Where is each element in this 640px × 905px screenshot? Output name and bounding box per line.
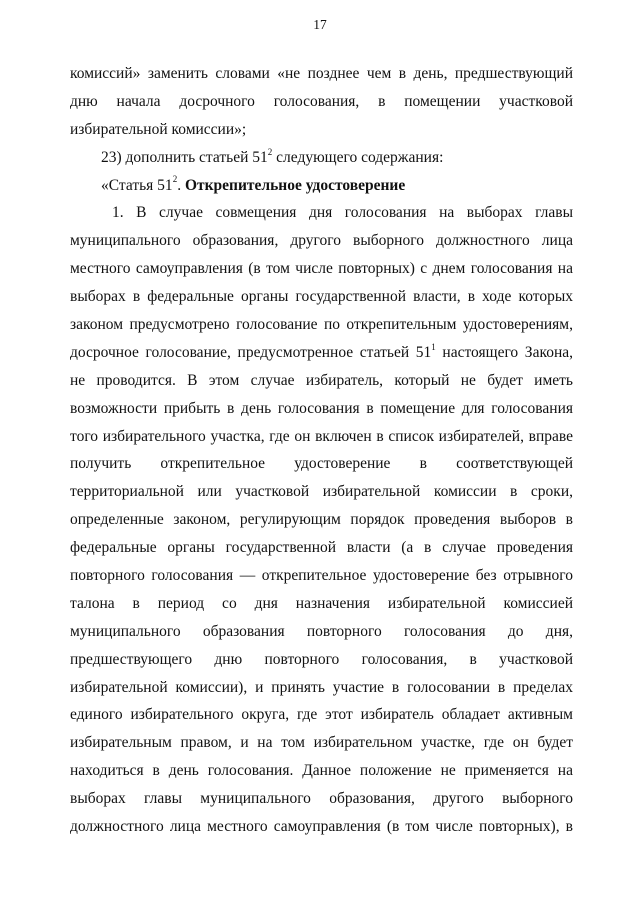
line-06-suffix: настоящего Закона, <box>435 343 573 361</box>
line-06-superscript: 1 <box>431 341 436 352</box>
article-heading <box>70 172 573 200</box>
line-06-prefix: досрочное голосование, предусмотренное статьей 51 <box>70 343 432 361</box>
text-line: дню начала досрочного голосования, в помещении участковой <box>70 92 573 110</box>
text-line: местного самоуправления (в том числе повторных) с днем голосования на <box>70 260 573 278</box>
text-line: законом предусмотрено голосование по открепительным удостоверениям, <box>70 316 573 334</box>
article-heading-title: Открепительное удостоверение <box>184 176 406 194</box>
text-line: комиссий» заменить словами «не позднее чем в день, предшествующий <box>70 65 573 82</box>
text-line: талона в период со дня назначения избирательной комиссией <box>70 594 573 612</box>
item-23-superscript: 2 <box>267 146 273 157</box>
item-23-prefix: 23) дополнить статьей 51 <box>101 148 268 166</box>
text-line: 1. В случае совмещения дня голосования на выборах главы <box>112 204 573 222</box>
text-line: повторного голосования — открепительное удостоверение без отрывного <box>70 567 573 585</box>
text-line: муниципального образования, другого выборного должностного лица <box>70 232 573 250</box>
document-body <box>70 60 573 841</box>
text-line: выборах главы муниципального образования, другого выборного <box>70 790 573 808</box>
text-line: выборах в федеральные органы государственной власти, в ходе которых <box>70 288 573 306</box>
text-line: возможности прибыть в день голосования в помещение для голосования <box>70 399 573 417</box>
text-line: муниципального образования повторного голосования до дня, <box>70 622 573 640</box>
article-heading-prefix: «Статья 51 <box>101 176 173 194</box>
text-line: предшествующего дню повторного голосования, в участковой <box>70 650 573 668</box>
text-line: избирательным правом, и на том избирательном участке, где он будет <box>70 734 573 752</box>
text-line: получить открепительное удостоверение в соответствующей <box>70 455 573 473</box>
text-line: определенные законом, регулирующим порядок проведения выборов в <box>70 511 573 529</box>
text-line: находиться в день голосования. Данное положение не применяется на <box>70 762 573 780</box>
text-line: не проводится. В этом случае избиратель, который не будет иметь <box>70 371 573 389</box>
text-line: должностного лица местного самоуправления (в том числе повторных), в <box>70 818 573 836</box>
text-line: федеральные органы государственной власти (а в случае проведения <box>70 539 573 557</box>
text-line-with-superscript <box>70 339 573 367</box>
article-heading-superscript: 2 <box>172 174 178 185</box>
article-heading-separator: . <box>177 176 185 194</box>
text-line: территориальной или участковой избирательной комиссии в сроки, <box>70 483 573 501</box>
text-line: избирательной комиссии»; <box>70 120 247 138</box>
item-23-suffix: следующего содержания: <box>272 148 444 166</box>
text-line: единого избирательного округа, где этот избиратель обладает активным <box>70 706 573 724</box>
text-line: того избирательного участка, где он включен в список избирателей, вправе <box>70 427 573 445</box>
amendment-item-23 <box>70 144 573 172</box>
text-line: избирательной комиссии), и принять участие в голосовании в пределах <box>70 678 573 696</box>
page-number: 17 <box>313 17 327 32</box>
